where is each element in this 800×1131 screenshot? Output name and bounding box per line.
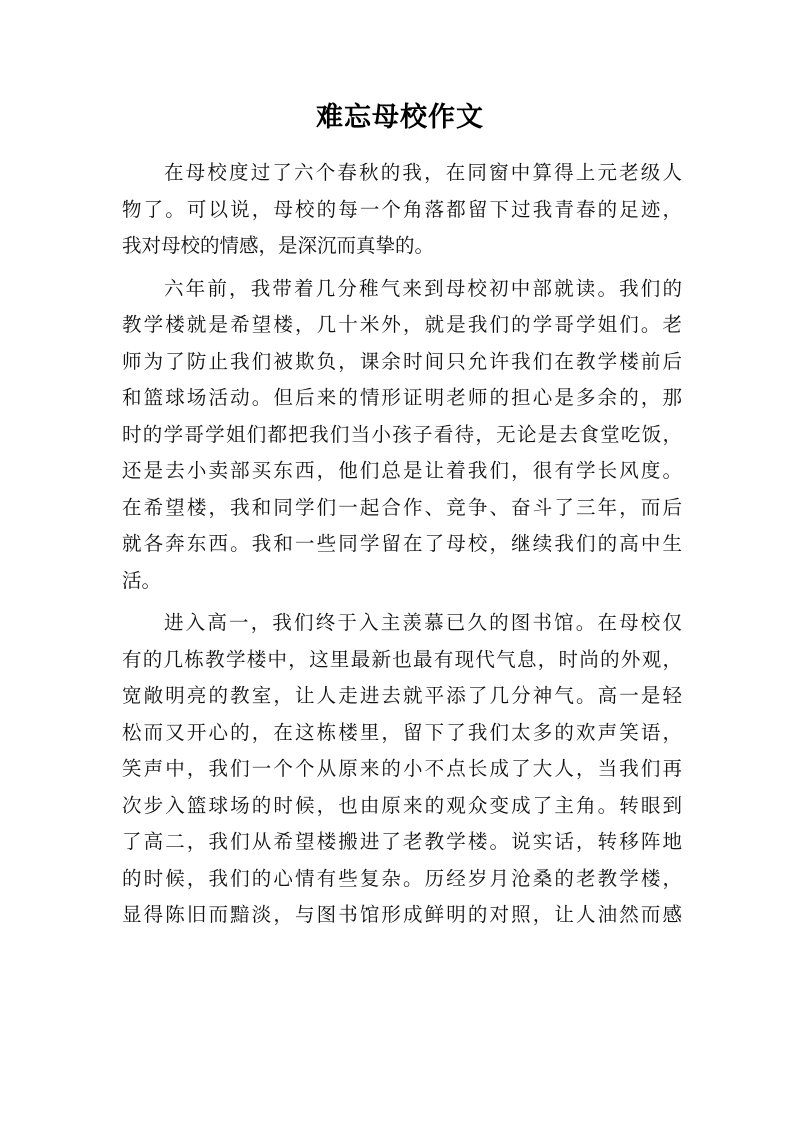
paragraph-1-line-3: 我对母校的情感，是深沉而真挚的。 [122,234,435,257]
paragraph-3-line-6: 次步入篮球场的时候，也由原来的观众变成了主角。转眼到 [122,793,682,817]
document-body [122,155,682,934]
paragraph-3-line-9: 显得陈旧而黯淡，与图书馆形成鲜明的对照，让人油然而感 [122,903,682,926]
paragraph-2-line-7: 在希望楼，我和同学们一起合作、竞争、奋斗了三年，而后 [122,495,682,519]
paragraph-3-line-3: 宽敞明亮的教室，让人走进去就平添了几分神气。高一是轻 [122,684,682,707]
paragraph-3-line-4: 松而又开心的，在这栋楼里，留下了我们太多的欢声笑语， [122,720,682,744]
paragraph-2-line-4: 和篮球场活动。但后来的情形证明老师的担心是多余的，那 [122,386,682,409]
paragraph-2-line-3: 师为了防止我们被欺负，课余时间只允许我们在教学楼前后 [122,349,682,373]
paragraph-2-line-2: 教学楼就是希望楼，几十米外，就是我们的学哥学姐们。老 [122,313,682,336]
paragraph-3-line-2: 有的几栋教学楼中，这里最新也最有现代气息，时尚的外观， [122,647,682,671]
paragraph-1-line-2: 物了。可以说，母校的每一个角落都留下过我青春的足迹， [122,197,682,221]
paragraph-2-line-9: 活。 [122,568,162,592]
paragraph-3-line-5: 笑声中，我们一个个从原来的小不点长成了大人，当我们再 [122,757,682,780]
paragraph-2-line-1: 六年前，我带着几分稚气来到母校初中部就读。我们的 [164,276,682,300]
paragraph-2-line-5: 时的学哥学姐们都把我们当小孩子看待，无论是去食堂吃饭， [122,422,682,446]
document-title: 难忘母校作文 [316,102,484,133]
paragraph-2-line-6: 还是去小卖部买东西，他们总是让着我们，很有学长风度。 [122,459,682,482]
paragraph-3-line-7: 了高二，我们从希望楼搬进了老教学楼。说实话，转移阵地 [122,830,682,853]
paragraph-3-line-8: 的时候，我们的心情有些复杂。历经岁月沧桑的老教学楼， [122,866,682,890]
paragraph-1-line-1: 在母校度过了六个春秋的我，在同窗中算得上元老级人 [164,161,682,184]
paragraph-2-line-8: 就各奔东西。我和一些同学留在了母校，继续我们的高中生 [122,532,682,555]
paragraph-3-line-1: 进入高一，我们终于入主羡慕已久的图书馆。在母校仅 [164,611,682,634]
